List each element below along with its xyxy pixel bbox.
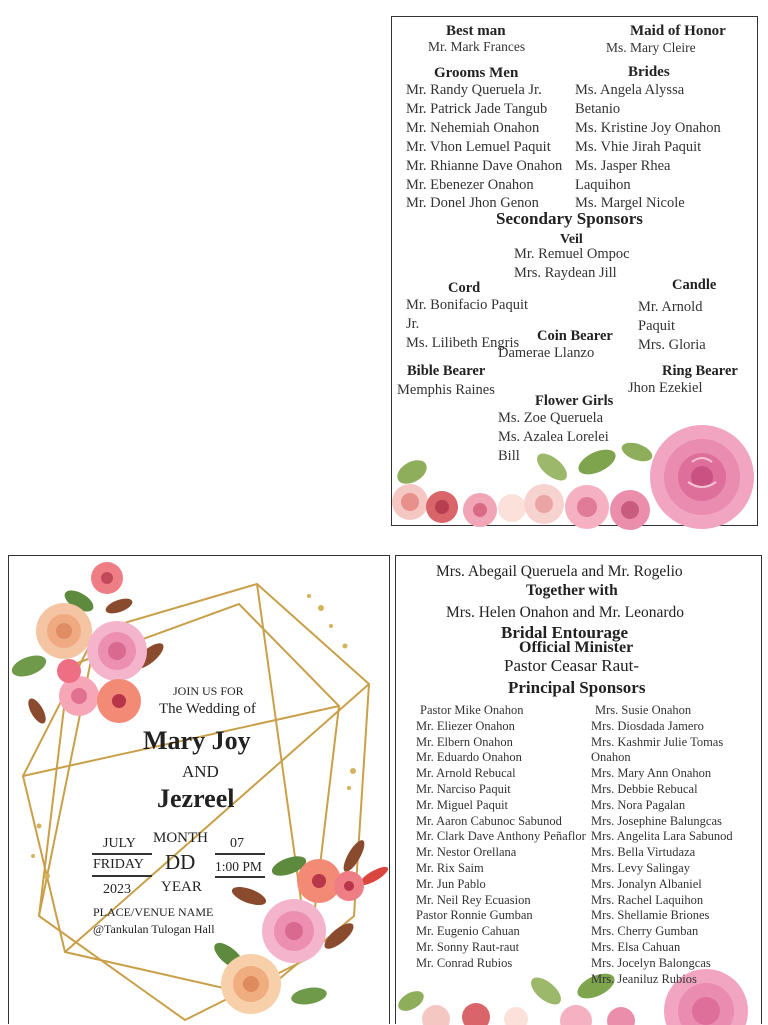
list-item: Ms. Kristine Joy Onahon: [575, 119, 721, 136]
bible-bearer-heading: Bible Bearer: [407, 363, 486, 379]
list-item: Mr. Arnold Rebucal: [416, 766, 516, 781]
candle-heading: Candle: [672, 277, 717, 293]
list-item: Mr. Patrick Jade Tangub: [406, 100, 548, 117]
list-item: Mrs. Angelita Lara Sabunod: [591, 829, 733, 844]
day-number: 07: [230, 836, 244, 851]
month-label: MONTH: [153, 830, 208, 846]
list-item: Mrs. Nora Pagalan: [591, 797, 686, 812]
month-value: JULY: [103, 836, 136, 851]
best-man-name: Mr. Mark Frances: [428, 39, 526, 54]
ring-bearer-heading: Ring Bearer: [662, 363, 738, 379]
floral-border-icon: [392, 422, 759, 527]
veil-list: [514, 245, 654, 283]
list-item: Mr. Eugenio Cahuan: [416, 924, 520, 939]
list-item: Ms. Azalea Lorelei: [498, 428, 609, 445]
and-text: AND: [182, 762, 219, 781]
year-value: 2023: [103, 882, 131, 897]
divider: [215, 876, 265, 878]
groom-name: Jezreel: [157, 784, 235, 813]
maid-of-honor-heading: Maid of Honor: [630, 23, 726, 39]
list-item: Mr. Sonny Raut-raut: [416, 939, 520, 954]
coin-bearer-name: Damerae Llanzo: [498, 345, 595, 361]
list-item: Mr. Vhon Lemuel Paquit: [406, 138, 551, 155]
bridal-entourage-heading: Bridal Entourage: [501, 623, 629, 642]
divider: [215, 853, 265, 855]
invitation-card: [8, 555, 390, 1024]
together-with: Together with: [526, 582, 618, 599]
list-item: Paquit: [638, 317, 676, 334]
cord-list: [406, 296, 556, 351]
candle-list: [638, 298, 753, 353]
list-item: Ms. Lilibeth Engris: [406, 334, 520, 351]
list-item: Mr. Neil Rey Ecuasion: [416, 892, 531, 907]
official-minister-heading: Official Minister: [519, 639, 634, 656]
the-wedding-of-text: The Wedding of: [159, 701, 256, 717]
list-item: Jr.: [406, 315, 420, 332]
parents-bride: Mrs. Abegail Queruela and Mr. Rogelio: [436, 563, 683, 580]
list-item: Mrs. Bella Virtudaza: [591, 845, 696, 860]
list-item: Mr. Jun Pablo: [416, 876, 486, 891]
list-item: Ms. Angela Alyssa: [575, 82, 685, 98]
weekday: FRIDAY: [93, 857, 144, 872]
list-item: Mr. Nehemiah Onahon: [406, 119, 540, 136]
flower-girls-heading: Flower Girls: [535, 393, 614, 409]
list-item: Mrs. Rachel Laquihon: [591, 892, 704, 907]
list-item: Ms. Vhie Jirah Paquit: [575, 138, 702, 155]
list-item: Mrs. Josephine Balungcas: [591, 813, 722, 828]
list-item: Mr. Clark Dave Anthony Peñaflor: [416, 829, 586, 844]
list-item: Mrs. Mary Ann Onahon: [591, 766, 712, 781]
list-item: Mr. Nestor Orellana: [416, 845, 517, 860]
groomsmen-list: [406, 81, 582, 212]
divider: [92, 853, 152, 855]
secondary-sponsors-heading: Secondary Sponsors: [496, 209, 643, 228]
list-item: Mr. Rhianne Dave Onahon: [406, 157, 563, 174]
brides-list: [575, 81, 757, 212]
principal-sponsors-heading: Principal Sponsors: [508, 678, 646, 697]
list-item: Mr. Narciso Paquit: [416, 781, 511, 796]
list-item: Mrs. Kashmir Julie Tomas: [591, 734, 724, 749]
list-item: Mrs. Jonalyn Albaniel: [591, 876, 702, 891]
list-item: Mr. Rix Saim: [416, 860, 484, 875]
list-item: Mrs. Diosdada Jamero: [591, 718, 704, 733]
list-item: Mr. Arnold: [638, 299, 703, 315]
list-item: Mrs. Cherry Gumban: [591, 924, 699, 939]
entourage-card: [391, 16, 758, 526]
sponsors-left-list: [416, 703, 586, 972]
list-item: Mrs. Jeaniluz Rubios: [591, 971, 697, 986]
list-item: Betanio: [575, 100, 621, 117]
list-item: Mr. Remuel Ompoc: [514, 246, 630, 262]
veil-heading: Veil: [560, 232, 583, 247]
parents-groom: Mrs. Helen Onahon and Mr. Leonardo: [446, 604, 685, 621]
list-item: Mr. Eliezer Onahon: [416, 718, 515, 733]
bride-name: Mary Joy: [143, 726, 251, 755]
list-item: Onahon: [591, 750, 631, 765]
sponsors-right-list: [591, 703, 733, 987]
brides-heading: Brides: [628, 64, 670, 80]
list-item: Pastor Ronnie Gumban: [416, 908, 533, 923]
list-item: Mrs. Elsa Cahuan: [591, 939, 681, 954]
rose-bouquet-icon: [189, 826, 391, 1025]
day-label: DD: [165, 850, 196, 874]
list-item: Mrs. Gloria: [638, 336, 706, 353]
list-item: Mrs. Debbie Rebucal: [591, 781, 698, 796]
list-item: Mr. Ebenezer Onahon: [406, 176, 534, 193]
list-item: Laquihon: [575, 176, 631, 193]
list-item: Mrs. Raydean Jill: [514, 264, 617, 281]
cord-heading: Cord: [448, 280, 481, 296]
coin-bearer-heading: Coin Bearer: [537, 328, 613, 344]
divider: [92, 875, 152, 877]
list-item: Bill: [498, 447, 520, 464]
ring-bearer-name: Jhon Ezekiel: [628, 380, 703, 396]
list-item: Mr. Randy Queruela Jr.: [406, 82, 542, 98]
bible-bearer-name: Memphis Raines: [397, 382, 495, 398]
list-item: Mr. Donel Jhon Genon: [406, 195, 539, 212]
list-item: Mrs. Jocelyn Balongcas: [591, 955, 711, 970]
venue-label: PLACE/VENUE NAME: [93, 905, 214, 919]
program-card: [395, 555, 762, 1024]
groomsmen-heading: Grooms Men: [434, 65, 519, 81]
list-item: Mr. Aaron Cabunoc Sabunod: [416, 813, 562, 828]
list-item: Mr. Eduardo Onahon: [416, 750, 522, 765]
list-item: Mr. Bonifacio Paquit: [406, 297, 529, 313]
time: 1:00 PM: [215, 859, 262, 874]
year-label: YEAR: [161, 879, 202, 895]
join-us-text: JOIN US FOR: [173, 684, 244, 698]
list-item: Mr. Conrad Rubios: [416, 955, 513, 970]
list-item: Pastor Mike Onahon: [420, 703, 524, 717]
maid-of-honor-name: Ms. Mary Cleire: [606, 40, 696, 55]
list-item: Ms. Zoe Queruela: [498, 410, 604, 426]
official-minister-name: Pastor Ceasar Raut-: [504, 656, 640, 675]
list-item: Mr. Elbern Onahon: [416, 734, 513, 749]
list-item: Mrs. Levy Salingay: [591, 860, 690, 875]
list-item: Ms. Margel Nicole: [575, 195, 685, 212]
list-item: Mrs. Shellamie Briones: [591, 908, 710, 923]
list-item: Mrs. Susie Onahon: [595, 703, 692, 717]
list-item: Ms. Jasper Rhea: [575, 157, 671, 174]
list-item: Mr. Miguel Paquit: [416, 797, 509, 812]
venue-name: @Tankulan Tulogan Hall: [93, 922, 215, 936]
best-man-heading: Best man: [446, 23, 506, 39]
